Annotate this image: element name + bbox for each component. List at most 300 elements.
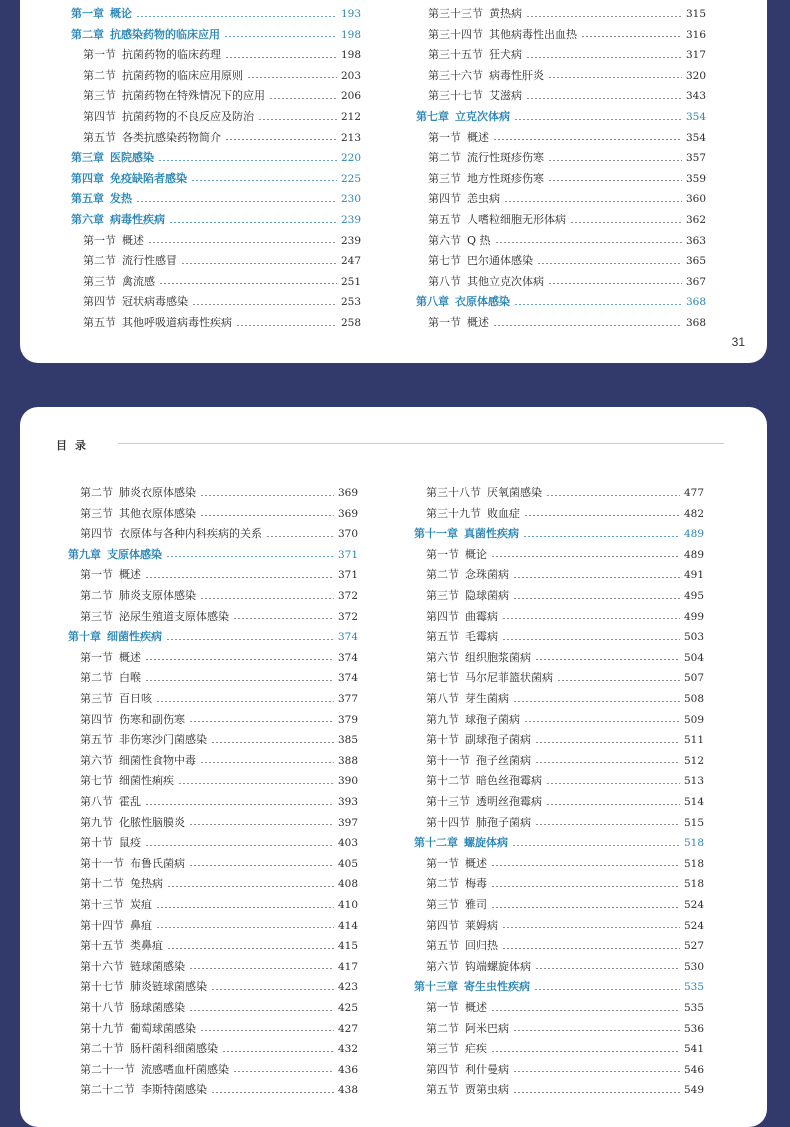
dot-leader	[493, 139, 682, 140]
toc-entry-label: 第十一节	[426, 753, 470, 767]
toc-section-entry	[414, 895, 704, 915]
toc-entry-title: 雅司	[465, 898, 487, 911]
toc-section-entry	[414, 1080, 704, 1100]
toc-section-entry	[416, 45, 706, 65]
toc-entry-title: 寄生虫性疾病	[464, 980, 530, 994]
toc-entry-title: 霍乱	[119, 795, 141, 808]
toc-entry-label: 第四节	[80, 527, 113, 541]
toc-section-entry	[414, 730, 704, 750]
dot-leader	[493, 325, 682, 326]
toc-entry-label: 第一节	[80, 650, 113, 664]
toc-entry-page: 514	[683, 796, 704, 808]
toc-section-entry	[416, 25, 706, 45]
toc-entry-page: 436	[337, 1063, 358, 1076]
toc-entry-page: 193	[340, 8, 361, 20]
toc-entry-page: 512	[683, 754, 704, 767]
toc-section-entry	[414, 648, 704, 668]
toc-entry-label: 第七章	[416, 110, 449, 123]
toc-entry-label: 第十四节	[80, 918, 124, 932]
toc-entry-page: 515	[683, 816, 704, 829]
toc-entry-label: 第五章	[71, 192, 104, 206]
toc-entry-page: 212	[340, 111, 361, 123]
dot-leader	[145, 680, 334, 681]
toc-entry-label: 第十五节	[80, 939, 124, 953]
toc-entry-page: 258	[340, 317, 361, 329]
toc-entry-title: 毛霉病	[465, 630, 498, 644]
dot-leader	[495, 242, 682, 243]
dot-leader	[181, 263, 337, 264]
dot-leader	[145, 845, 334, 846]
toc-entry-label: 第一章	[71, 7, 104, 20]
toc-entry-label: 第十三节	[80, 898, 124, 911]
dot-leader	[211, 989, 334, 990]
toc-entry-title: 球孢子菌病	[465, 712, 520, 726]
toc-chapter-entry	[71, 169, 361, 189]
dot-leader	[200, 495, 334, 496]
dot-leader	[548, 160, 682, 161]
toc-entry-page: 363	[685, 234, 706, 247]
dot-leader	[189, 968, 334, 969]
toc-entry-page: 225	[340, 172, 361, 185]
toc-entry-title: 支原体感染	[107, 547, 162, 561]
toc-entry-title: 白喉	[119, 671, 141, 685]
toc-section-entry	[414, 998, 704, 1018]
dot-leader	[266, 536, 334, 537]
toc-entry-label: 第四节	[80, 712, 113, 726]
running-header-rule	[118, 443, 724, 444]
toc-entry-label: 第十二节	[426, 774, 470, 788]
toc-entry-page: 354	[685, 131, 706, 144]
toc-section-entry	[68, 916, 358, 936]
toc-entry-page: 370	[337, 528, 358, 541]
dot-leader	[189, 721, 334, 722]
toc-entry-label: 第三节	[80, 692, 113, 705]
toc-entry-page: 379	[337, 713, 358, 726]
toc-entry-label: 第一节	[428, 130, 461, 144]
toc-entry-page: 489	[683, 548, 704, 561]
toc-entry-label: 第五节	[83, 316, 116, 329]
toc-entry-title: 其他衣原体感染	[119, 506, 196, 520]
toc-entry-title: 鼻疽	[130, 918, 152, 932]
toc-entry-label: 第二十二节	[80, 1083, 135, 1097]
toc-chapter-entry	[416, 107, 706, 127]
toc-entry-title: 回归热	[465, 939, 498, 953]
dot-leader	[491, 1051, 680, 1052]
toc-entry-title: 概述	[119, 568, 141, 582]
dot-leader	[514, 304, 682, 305]
toc-entry-title: 炭疽	[130, 898, 152, 911]
toc-entry-label: 第七节	[428, 254, 461, 268]
toc-entry-label: 第十七节	[80, 980, 124, 994]
dot-leader	[258, 119, 337, 120]
toc-entry-title: 衣原体感染	[455, 295, 510, 309]
toc-entry-page: 410	[337, 899, 358, 911]
toc-entry-page: 546	[683, 1063, 704, 1076]
dot-leader	[570, 222, 682, 223]
toc-section-entry	[68, 1080, 358, 1100]
toc-entry-page: 198	[340, 49, 361, 62]
toc-entry-title: 阿米巴病	[465, 1021, 509, 1035]
dot-leader	[136, 16, 337, 17]
toc-entry-page: 415	[337, 940, 358, 953]
toc-entry-title: 艾滋病	[489, 89, 522, 103]
toc-entry-title: 百日咳	[119, 692, 152, 705]
toc-entry-title: 发热	[110, 192, 132, 206]
toc-entry-label: 第一节	[83, 48, 116, 62]
toc-entry-page: 403	[337, 837, 358, 850]
toc-section-entry	[416, 231, 706, 251]
toc-entry-page: 359	[685, 172, 706, 185]
toc-section-entry	[68, 1060, 358, 1080]
toc-entry-label: 第十三章	[414, 980, 458, 994]
dot-leader	[491, 865, 680, 866]
toc-section-entry	[68, 730, 358, 750]
toc-entry-label: 第十一章	[414, 527, 458, 541]
toc-section-entry	[414, 813, 704, 833]
toc-entry-page: 477	[683, 487, 704, 499]
toc-entry-label: 第四节	[426, 609, 459, 623]
toc-entry-page: 495	[683, 590, 704, 602]
toc-entry-label: 第六节	[426, 959, 459, 973]
toc-entry-label: 第二十节	[80, 1042, 124, 1056]
dot-leader	[148, 242, 337, 243]
toc-entry-page: 369	[337, 487, 358, 499]
toc-section-entry	[68, 936, 358, 956]
toc-entry-title: 曲霉病	[465, 609, 498, 623]
toc-entry-title: 肺炎支原体感染	[119, 589, 196, 602]
toc-entry-title: 透明丝孢霉病	[476, 795, 542, 808]
toc-entry-title: 败血症	[487, 506, 520, 520]
toc-entry-page: 524	[683, 899, 704, 911]
toc-entry-page: 499	[683, 610, 704, 623]
toc-entry-title: 概论	[110, 7, 132, 20]
toc-entry-label: 第十节	[426, 733, 459, 747]
toc-entry-page: 198	[340, 28, 361, 41]
dot-leader	[491, 556, 680, 557]
dot-leader	[211, 742, 334, 743]
toc-entry-label: 第八章	[416, 295, 449, 309]
toc-entry-label: 第四节	[426, 1062, 459, 1076]
toc-entry-label: 第二节	[426, 1021, 459, 1035]
toc-entry-label: 第九节	[80, 815, 113, 829]
toc-entry-page: 368	[685, 317, 706, 329]
toc-entry-label: 第四节	[83, 295, 116, 309]
toc-section-entry	[68, 751, 358, 771]
toc-entry-title: 利什曼病	[465, 1062, 509, 1076]
toc-entry-page: 541	[683, 1043, 704, 1056]
toc-entry-label: 第二节	[428, 151, 461, 165]
toc-entry-title: 概述	[467, 130, 489, 144]
toc-entry-label: 第五节	[426, 1083, 459, 1097]
dot-leader	[512, 845, 680, 846]
dot-leader	[225, 139, 337, 140]
toc-entry-page: 535	[683, 1002, 704, 1014]
toc-section-entry	[68, 874, 358, 894]
toc-entry-page: 530	[683, 960, 704, 973]
dot-leader	[156, 907, 334, 908]
toc-entry-label: 第三节	[426, 1042, 459, 1056]
toc-section-entry	[68, 668, 358, 688]
toc-entry-title: 免疫缺陷者感染	[110, 171, 187, 185]
toc-entry-page: 504	[683, 651, 704, 664]
toc-entry-label: 第八节	[426, 692, 459, 705]
toc-section-entry	[71, 66, 361, 86]
toc-entry-title: 肺炎衣原体感染	[119, 486, 196, 499]
toc-section-entry	[71, 107, 361, 127]
toc-entry-page: 511	[683, 734, 704, 747]
toc-entry-page: 509	[683, 713, 704, 726]
toc-chapter-entry	[71, 148, 361, 168]
dot-leader	[534, 989, 680, 990]
toc-entry-label: 第四章	[71, 171, 104, 185]
toc-entry-title: 泌尿生殖道支原体感染	[119, 609, 229, 623]
toc-entry-title: 李斯特菌感染	[141, 1083, 207, 1097]
dot-leader	[189, 865, 334, 866]
toc-entry-label: 第六节	[428, 233, 461, 247]
toc-entry-title: 念珠菌病	[465, 568, 509, 582]
toc-section-entry	[68, 854, 358, 874]
toc-entry-page: 524	[683, 919, 704, 932]
toc-entry-title: 马尔尼菲篮状菌病	[465, 671, 553, 685]
toc-section-entry	[414, 586, 704, 606]
dot-leader	[491, 886, 680, 887]
toc-section-entry	[68, 813, 358, 833]
toc-entry-page: 432	[337, 1043, 358, 1056]
toc-entry-label: 第十三节	[426, 795, 470, 808]
toc-section-entry	[68, 607, 358, 627]
toc-entry-page: 438	[337, 1084, 358, 1097]
toc-section-entry	[68, 792, 358, 812]
toc-section-entry	[414, 689, 704, 709]
toc-entry-page: 239	[340, 214, 361, 226]
toc-entry-label: 第三十四节	[428, 27, 483, 41]
toc-entry-page: 390	[337, 775, 358, 788]
dot-leader	[491, 1010, 680, 1011]
toc-entry-page: 518	[683, 857, 704, 870]
dot-leader	[535, 742, 680, 743]
toc-entry-title: 贾第虫病	[465, 1083, 509, 1097]
dot-leader	[211, 1092, 334, 1093]
dot-leader	[145, 659, 334, 660]
dot-leader	[502, 639, 680, 640]
toc-section-entry	[416, 251, 706, 271]
dot-leader	[167, 886, 334, 887]
toc-section-entry	[68, 895, 358, 915]
toc-entry-title: 概述	[119, 650, 141, 664]
toc-section-entry	[71, 231, 361, 251]
dot-leader	[546, 804, 680, 805]
toc-section-entry	[414, 483, 704, 503]
toc-entry-label: 第五节	[426, 939, 459, 953]
toc-section-entry	[68, 1019, 358, 1039]
toc-entry-label: 第十一节	[80, 856, 124, 870]
toc-entry-label: 第三节	[80, 609, 113, 623]
toc-entry-label: 第九节	[426, 712, 459, 726]
toc-entry-title: 隐球菌病	[465, 589, 509, 602]
dot-leader	[491, 907, 680, 908]
dot-leader	[526, 16, 682, 17]
toc-entry-page: 491	[683, 569, 704, 582]
toc-entry-page: 368	[685, 296, 706, 309]
toc-entry-page: 316	[685, 28, 706, 41]
toc-section-entry	[414, 936, 704, 956]
toc-chapter-entry	[71, 189, 361, 209]
toc-entry-page: 535	[683, 981, 704, 994]
dot-leader	[169, 222, 337, 223]
dot-leader	[524, 515, 680, 516]
dot-leader	[200, 1030, 334, 1031]
toc-chapter-entry	[68, 545, 358, 565]
toc-entry-page: 503	[683, 631, 704, 644]
dot-leader	[224, 36, 337, 37]
toc-entry-page: 239	[340, 234, 361, 247]
toc-entry-page: 518	[683, 878, 704, 891]
toc-entry-title: 抗菌药物的临床应用原则	[122, 68, 243, 82]
toc-entry-label: 第九章	[68, 547, 101, 561]
toc-entry-label: 第六章	[71, 213, 104, 226]
dot-leader	[513, 577, 680, 578]
toc-entry-page: 388	[337, 754, 358, 767]
toc-entry-page: 513	[683, 775, 704, 788]
toc-entry-label: 第七节	[80, 774, 113, 788]
toc-entry-label: 第二十一节	[80, 1062, 135, 1076]
toc-entry-label: 第十章	[68, 630, 101, 644]
toc-entry-page: 360	[685, 193, 706, 206]
toc-entry-label: 第五节	[83, 130, 116, 144]
toc-section-entry	[416, 189, 706, 209]
toc-entry-title: 葡萄球菌感染	[130, 1021, 196, 1035]
dot-leader	[236, 325, 337, 326]
toc-entry-label: 第一节	[83, 233, 116, 247]
toc-entry-page: 397	[337, 816, 358, 829]
toc-entry-page: 425	[337, 1002, 358, 1014]
dot-leader	[189, 1010, 334, 1011]
dot-leader	[167, 948, 334, 949]
dot-leader	[535, 968, 680, 969]
toc-section-entry	[414, 710, 704, 730]
toc-chapter-entry	[68, 627, 358, 647]
toc-section-entry	[68, 710, 358, 730]
dot-leader	[537, 263, 682, 264]
dot-leader	[523, 536, 680, 537]
dot-leader	[222, 1051, 334, 1052]
toc-section-entry	[71, 128, 361, 148]
toc-entry-label: 第二节	[426, 568, 459, 582]
toc-entry-title: 兔热病	[130, 877, 163, 891]
toc-entry-title: 概论	[465, 547, 487, 561]
toc-entry-label: 第二节	[83, 254, 116, 268]
toc-entry-title: 流行性斑疹伤寒	[467, 151, 544, 165]
toc-section-entry	[68, 977, 358, 997]
dot-leader	[535, 762, 680, 763]
toc-entry-title: Q 热	[467, 233, 491, 247]
toc-entry-label: 第十八节	[80, 1001, 124, 1014]
toc-entry-title: 抗感染药物的临床应用	[110, 27, 220, 41]
toc-section-entry	[68, 771, 358, 791]
toc-entry-label: 第十节	[80, 836, 113, 850]
toc-section-entry	[414, 1019, 704, 1039]
toc-entry-label: 第八节	[428, 274, 461, 288]
toc-entry-title: 钩端螺旋体病	[465, 959, 531, 973]
toc-page-bottom	[20, 407, 767, 1127]
toc-entry-title: 布鲁氏菌病	[130, 856, 185, 870]
toc-entry-label: 第一节	[426, 547, 459, 561]
toc-entry-label: 第四节	[83, 110, 116, 123]
toc-section-entry	[68, 648, 358, 668]
dot-leader	[526, 57, 682, 58]
toc-entry-title: 副球孢子菌病	[465, 733, 531, 747]
dot-leader	[504, 201, 682, 202]
toc-entry-title: 伤寒和副伤寒	[119, 712, 185, 726]
toc-entry-page: 317	[685, 49, 706, 62]
dot-leader	[136, 201, 337, 202]
dot-leader	[247, 77, 337, 78]
toc-entry-page: 365	[685, 255, 706, 268]
dot-leader	[192, 304, 337, 305]
toc-entry-title: 莱姆病	[465, 918, 498, 932]
toc-entry-title: 细菌性疾病	[107, 630, 162, 644]
dot-leader	[166, 556, 334, 557]
toc-entry-label: 第五节	[80, 733, 113, 747]
toc-section-entry	[416, 272, 706, 292]
dot-leader	[156, 701, 334, 702]
toc-entry-label: 第一节	[428, 316, 461, 329]
toc-section-entry	[414, 854, 704, 874]
dot-leader	[513, 1071, 680, 1072]
toc-entry-page: 206	[340, 90, 361, 103]
toc-section-entry	[68, 689, 358, 709]
toc-entry-title: 孢子丝菌病	[476, 753, 531, 767]
dot-leader	[548, 180, 682, 181]
toc-entry-page: 536	[683, 1022, 704, 1035]
toc-entry-title: 细菌性食物中毒	[119, 753, 196, 767]
toc-entry-title: 组织胞浆菌病	[465, 650, 531, 664]
toc-entry-title: 病毒性疾病	[110, 213, 165, 226]
dot-leader	[145, 804, 334, 805]
toc-section-entry	[414, 565, 704, 585]
toc-entry-label: 第十四节	[426, 815, 470, 829]
toc-entry-page: 362	[685, 214, 706, 226]
toc-entry-page: 315	[685, 8, 706, 20]
toc-entry-title: 人嗜粒细胞无形体病	[467, 213, 566, 226]
toc-entry-label: 第七节	[426, 671, 459, 685]
toc-section-entry	[71, 251, 361, 271]
dot-leader	[502, 927, 680, 928]
toc-entry-page: 414	[337, 919, 358, 932]
toc-chapter-entry	[414, 524, 704, 544]
toc-entry-title: 地方性斑疹伤寒	[467, 171, 544, 185]
toc-entry-title: 细菌性痢疾	[119, 774, 174, 788]
toc-section-entry	[414, 751, 704, 771]
dot-leader	[178, 783, 334, 784]
toc-section-entry	[416, 148, 706, 168]
dot-leader	[166, 639, 334, 640]
toc-entry-page: 527	[683, 940, 704, 953]
toc-entry-label: 第十九节	[80, 1021, 124, 1035]
toc-entry-title: 暗色丝孢霉病	[476, 774, 542, 788]
toc-section-entry	[414, 607, 704, 627]
toc-entry-page: 372	[337, 590, 358, 602]
toc-section-entry	[416, 169, 706, 189]
toc-entry-label: 第五节	[428, 213, 461, 226]
toc-entry-page: 489	[683, 528, 704, 541]
toc-chapter-entry	[414, 833, 704, 853]
toc-section-entry	[71, 45, 361, 65]
toc-section-entry	[414, 668, 704, 688]
toc-entry-title: 肠球菌感染	[130, 1001, 185, 1014]
toc-section-entry	[414, 545, 704, 565]
toc-chapter-entry	[71, 210, 361, 230]
